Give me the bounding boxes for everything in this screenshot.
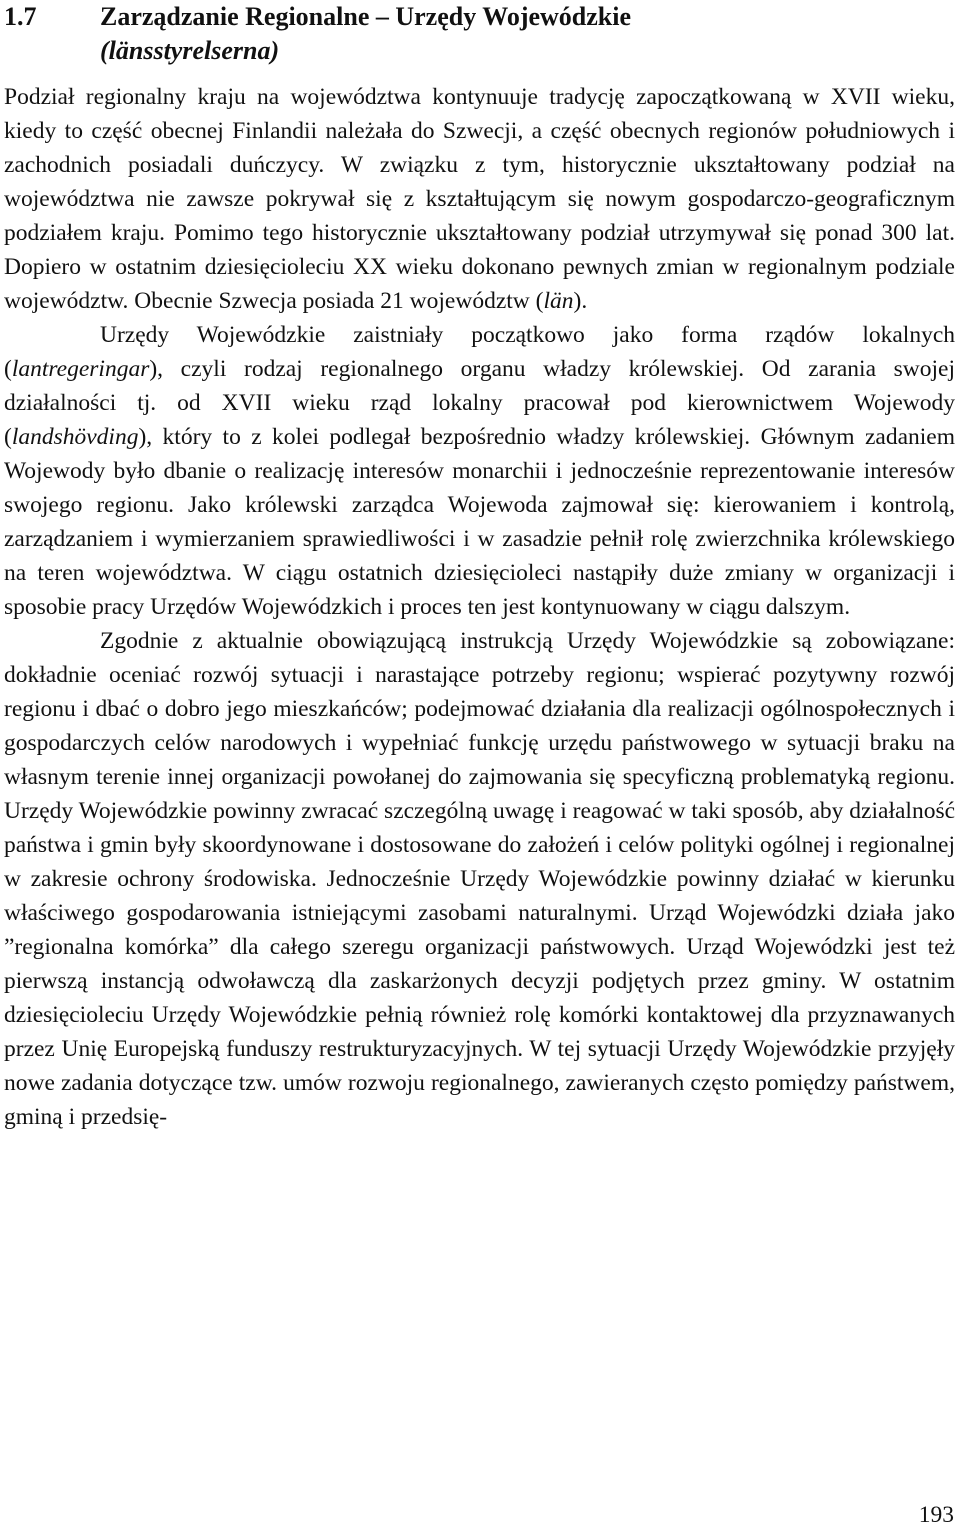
paragraph-1 — [4, 80, 955, 318]
text-segment: Urzędy Wojewódzkie zaistniały początkowo jako forma rządów lokalnych ( — [4, 322, 955, 382]
section-number: 1.7 — [4, 2, 37, 31]
text-segment: ), który to z kolei podlegał bezpośrednio władzy królewskiej. Głównym zadaniem Wojewody było dbanie o realizację interesów monarchii i jednocześnie reprezentowanie interesów swojego regionu. Jako królewski zarządca Wojewoda zajmował się: kierowaniem i kontrolą, zarządzaniem i wymierzaniem sprawiedliwości i w zasadzie pełnił rolę zwierzchnika królewskiego na teren województwa. W ciągu ostatnich dziesięcioleci nastąpiły duże zmiany w organizacji i sposobie pracy Urzędów Wojewódzkich i proces ten jest kontynuowany w ciągu dalszym. — [4, 424, 955, 620]
section-title-line2: (länsstyrelserna) — [100, 36, 280, 65]
text-segment: ). — [573, 288, 588, 314]
paragraph-2 — [4, 318, 955, 624]
text-segment: Podział regionalny kraju na województwa kontynuuje tradycję zapoczątkowaną w XVII wieku, kiedy to część obecnej Finlandii należała do Szwecji, a część obecnych regionów południowych i zachodnich posiadali duńczycy. W związku z tym, historycznie ukształtowany podział na województwa nie zawsze pokrywał się z kształtującym się nowym gospodarczo-geograficznym podziałem kraju. Pomimo tego historycznie ukształtowany podział utrzymywał się ponad 300 lat. Dopiero w ostatnim dziesięcioleciu XX wieku dokonano pewnych zmian w regionalnym podziale województw. Obecnie Szwecja posiada 21 województw ( — [4, 84, 955, 314]
body-text — [4, 80, 955, 1134]
section-title-line1: Zarządzanie Regionalne – Urzędy Wojewódzkie — [100, 2, 632, 31]
text-segment-italic: lantregeringar — [11, 356, 150, 382]
text-segment-italic: landshövding — [11, 424, 139, 450]
text-segment: Zgodnie z aktualnie obowiązującą instrukcją Urzędy Wojewódzkie są zobowiązane: dokładnie oceniać rozwój sytuacji i narastające potrzeby regionu; wspierać pozytywny rozwój regionu i dbać o dobro jego mieszkańców; podejmować działania dla realizacji ogólnospołecznych i gospodarczych celów narodowych i wypełniać funkcję urzędu państwowego w sytuacji braku na własnym terenie innej organizacji powołanej do zajmowania się specyficzną problematyką regionu. Urzędy Wojewódzkie powinny zwracać szczególną uwagę i reagować w taki sposób, aby działalność państwa i gmin były skoordynowane i dostosowane do założeń i celów polityki ogólnej i regionalnej w zakresie ochrony środowiska. Jednocześnie Urzędy Wojewódzkie powinny działać w kierunku właściwego gospodarowania istniejącymi zasobami naturalnymi. Urząd Wojewódzki działa jako ”regionalna komórka” dla całego szeregu organizacji państwowych. Urząd Wojewódzki jest też pierwszą instancją odwoławczą dla zaskarżonych decyzji podjętych przez gminy. W ostatnim dziesięcioleciu Urzędy Wojewódzkie pełnią również rolę komórki kontaktowej dla przyznawanych przez Unię Europejską funduszy restrukturyzacyjnych. W tej sytuacji Urzędy Wojewódzkie przyjęły nowe zadania dotyczące tzw. umów rozwoju regionalnego, zawieranych często pomiędzy państwem, gminą i przedsię- — [4, 628, 956, 1130]
section-title — [100, 0, 940, 68]
text-segment: ), czyli rodzaj regionalnego organu władzy królewskiej. Od zarania swojej działalności tj. od XVII wieku rząd lokalny pracował pod kierownictwem Wojewody ( — [4, 356, 955, 450]
page-number: 193 — [918, 1502, 954, 1528]
paragraph-3 — [4, 624, 955, 1134]
text-segment-italic: län — [543, 288, 574, 314]
